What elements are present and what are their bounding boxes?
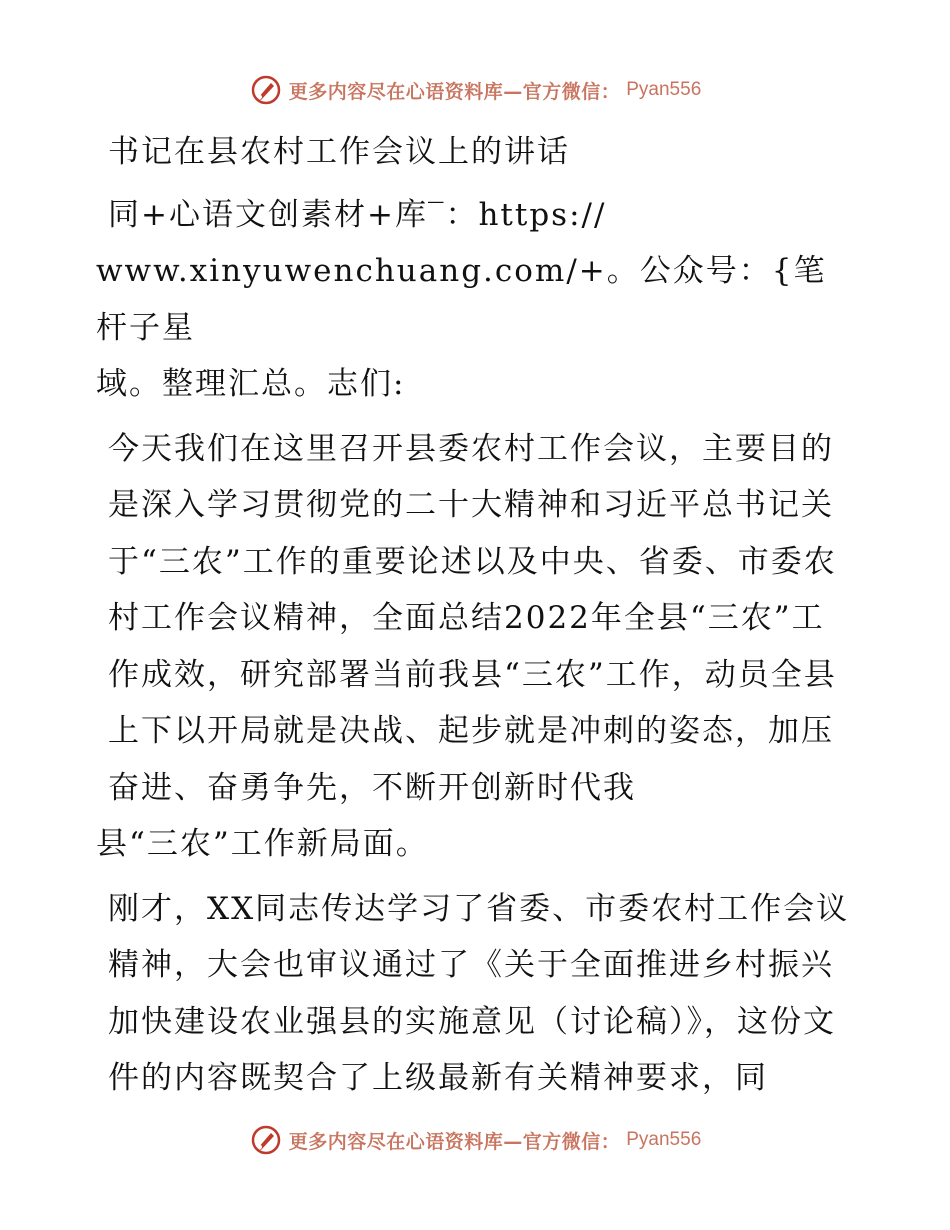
watermark-wechat-id: Pyan556 [626,1129,702,1150]
pen-circle-logo-icon [249,1123,283,1157]
pen-circle-logo-icon [249,73,283,107]
paragraph-1: 今天我们在这里召开县委农村工作会议，主要目的是深入学习贯彻党的二十大精神和习近平总书记关于“三农”工作的重要论述以及中央、省委、市委农村工作会议精神，全面总结2022年全县“三农”工作成效，研究部署当前我县“三农”工作，动员全县上下以开局就是决战、起步就是冲刺的姿态，加压奋进、奋勇争先，不断开创新时代我 [108,430,837,806]
paragraph-1-end: 县“三农”工作新局面。 [96,826,429,862]
document-body [96,124,852,1107]
watermark-wechat-id: Pyan556 [626,79,702,100]
watermark-text: 更多内容尽在心语资料库—官方微信： [288,80,621,103]
document-title: 书记在县农村工作会议上的讲话 [108,134,570,170]
source-line-3: 域。整理汇总。志们: [96,366,406,402]
paragraph-2: 刚才，XX同志传达学习了省委、市委农村工作会议精神，大会也审议通过了《关于全面推进乡村振兴加快建设农业强县的实施意见（讨论稿）》，这份文件的内容既契合了上级最新有关精神要求，同 [108,890,850,1096]
watermark-header [0,70,950,110]
source-line-2: www.xinyuwenchuang.com/+。公众号：{笔杆子星 [96,253,827,346]
source-line-1: 同+心语文创素材+库‾：https:// [108,196,607,233]
watermark-text: 更多内容尽在心语资料库—官方微信： [288,1130,621,1153]
watermark-footer [0,1120,950,1160]
